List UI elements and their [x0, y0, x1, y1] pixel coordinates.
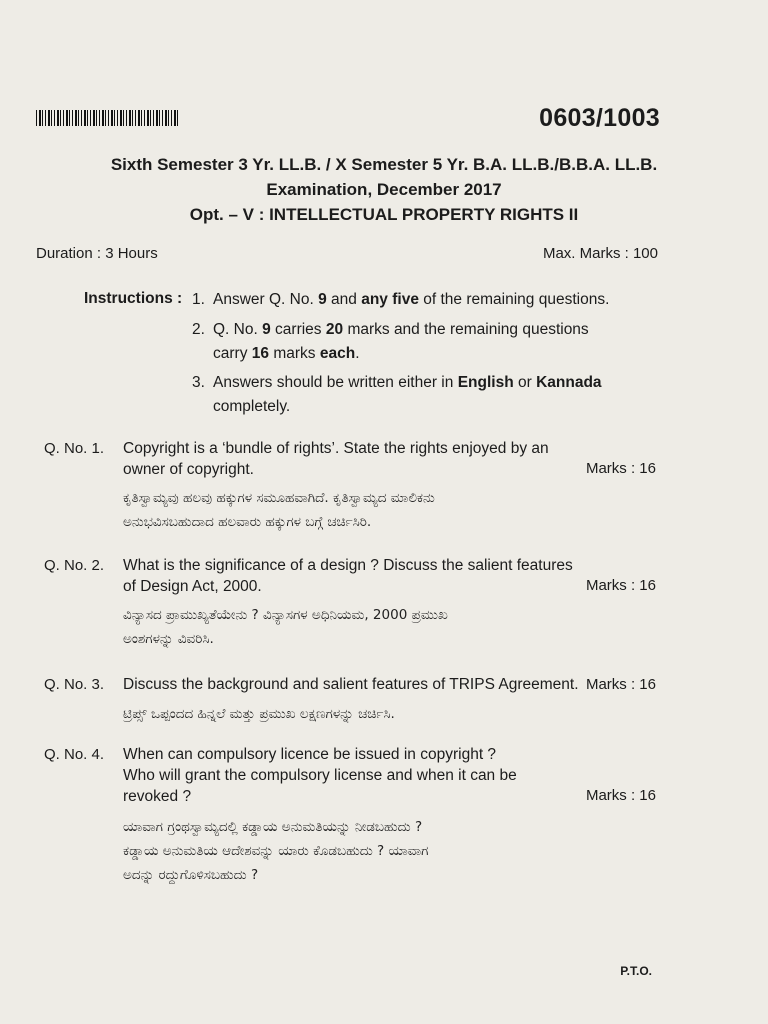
question-2-number: Q. No. 2. [44, 557, 105, 574]
question-4-number: Q. No. 4. [44, 746, 105, 763]
question-3-kannada: ಟ್ರಿಪ್ಸ್ ಒಪ್ಪಂದದ ಹಿನ್ನಲೆ ಮತ್ತು ಪ್ರಮುಖ ಲಕ್ಷಣಗಳನ್ನು ಚರ್ಚಿಸಿ. [123, 706, 395, 722]
header-course-line: Sixth Semester 3 Yr. LL.B. / X Semester 5 Yr. B.A. LL.B./B.B.A. LL.B. [110, 155, 658, 174]
question-3-marks: Marks : 16 [585, 676, 656, 693]
instruction-2: 2. Q. No. 9 carries 20 marks and the remaining questions carry 16 marks each. [192, 321, 589, 362]
instruction-1: 1. Answer Q. No. 9 and any five of the remaining questions. [192, 291, 610, 308]
duration: Duration : 3 Hours [36, 245, 158, 262]
instructions-label: Instructions : [84, 290, 183, 307]
question-2-marks: Marks : 16 [585, 577, 656, 594]
header-exam-line: Examination, December 2017 [266, 180, 502, 199]
question-4-kannada: ಯಾವಾಗ ಗ್ರಂಥಸ್ವಾಮ್ಯದಲ್ಲಿ ಕಡ್ಡಾಯ ಅನುಮತಿಯನ್ನು ನೀಡಬಹುದು ? ಕಡ್ಡಾಯ ಅನುಮತಿಯ ಆದೇಶವನ್ನು ಯಾರು ಕೊಡಬಹುದು ? ಯಾವಾಗ ಅದನ್ನು ರದ್ದುಗೊಳಿಸಬಹುದು ? [123, 819, 429, 883]
question-1-kannada: ಕೃತಿಸ್ವಾಮ್ಯವು ಹಲವು ಹಕ್ಕುಗಳ ಸಮೂಹವಾಗಿದೆ. ಕೃತಿಸ್ವಾಮ್ಯದ ಮಾಲಿಕನು ಅನುಭವಿಸಬಹುದಾದ ಹಲವಾರು ಹಕ್ಕುಗಳ ಬಗ್ಗೆ ಚರ್ಚಿಸಿರಿ. [123, 490, 435, 530]
question-4-marks: Marks : 16 [585, 787, 656, 804]
header-subject-line: Opt. – V : INTELLECTUAL PROPERTY RIGHTS II [189, 205, 579, 224]
barcode [36, 110, 178, 126]
instruction-3: 3. Answers should be written either in English or Kannada completely. [192, 374, 602, 415]
page-turn-over-note: P.T.O. [620, 964, 652, 978]
question-2-text: What is the significance of a design ? Discuss the salient features of Design Act, 2000. [123, 557, 573, 595]
paper-code: 0603/1003 [539, 104, 660, 132]
question-3-text: Discuss the background and salient features of TRIPS Agreement. [123, 676, 579, 693]
question-1-text: Copyright is a ‘bundle of rights’. State the rights enjoyed by an owner of copyright. [123, 440, 549, 478]
question-1-number: Q. No. 1. [44, 440, 105, 457]
question-1-marks: Marks : 16 [585, 460, 656, 477]
question-3-number: Q. No. 3. [44, 676, 105, 693]
max-marks: Max. Marks : 100 [542, 245, 658, 262]
question-2-kannada: ವಿನ್ಯಾಸದ ಪ್ರಾಮುಖ್ಯತೆಯೇನು ? ವಿನ್ಯಾಸಗಳ ಅಧಿನಿಯಮ, 2000 ಪ್ರಮುಖ ಅಂಶಗಳನ್ನು ವಿವರಿಸಿ. [123, 607, 448, 647]
question-4-text: When can compulsory licence be issued in copyright ? Who will grant the compulsory license and when it can be revoked ? [123, 746, 517, 805]
